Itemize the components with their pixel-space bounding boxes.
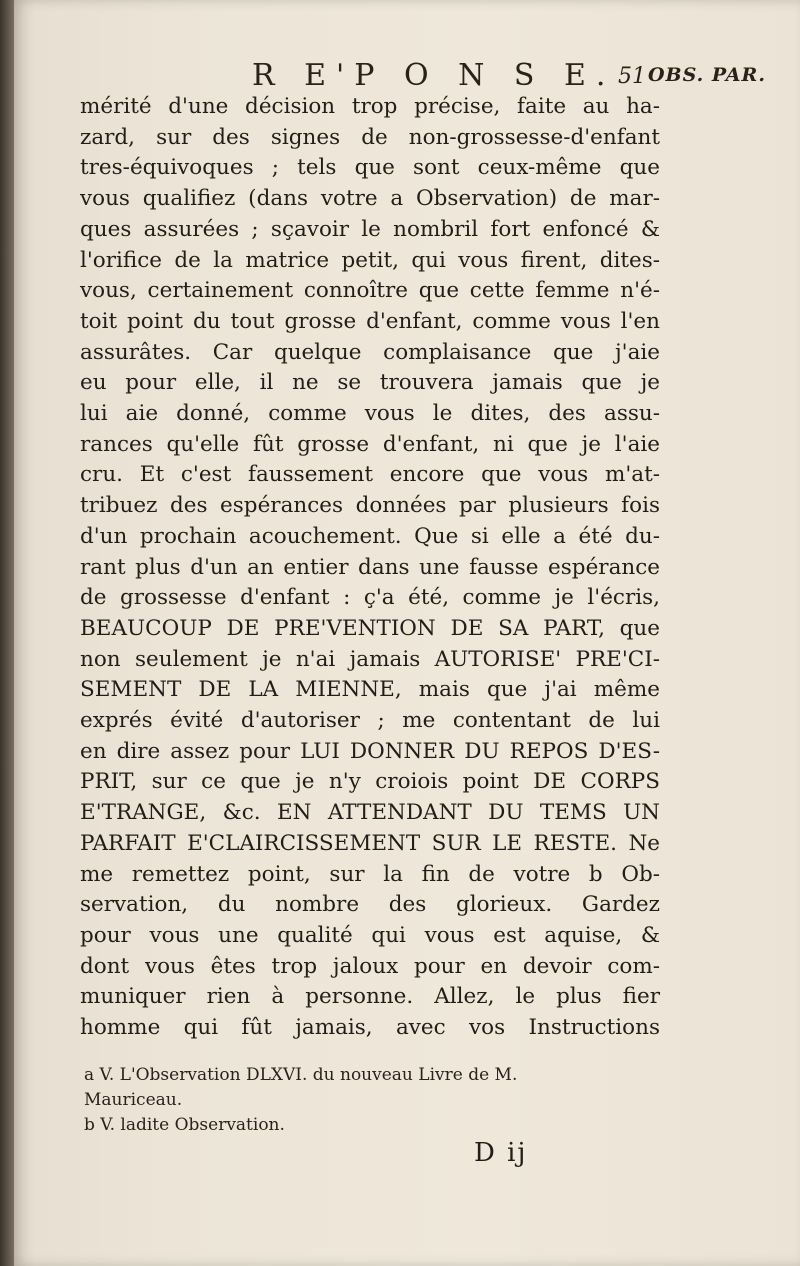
- book-page: [12, 0, 800, 1266]
- text-line: l'orifice de la matrice petit, qui vous firent, dites-: [80, 247, 660, 273]
- page-gutter: [0, 0, 14, 1266]
- text-line: assurâtes. Car quelque complaisance que j'aie: [80, 339, 660, 365]
- text-line: de grossesse d'enfant : ç'a été, comme je l'écris,: [80, 585, 660, 611]
- footnote-a: a V. L'Observation DLXVI. du nouveau Livre de M.: [84, 1065, 518, 1085]
- text-line: servation, du nombre des glorieux. Gardez: [80, 892, 660, 918]
- text-line: cru. Et c'est faussement encore que vous m'at-: [80, 462, 660, 488]
- text-line: E'TRANGE, &c. EN ATTENDANT DU TEMS UN: [80, 800, 660, 826]
- text-line: zard, sur des signes de non-grossesse-d'enfant: [80, 124, 660, 150]
- text-line: dont vous êtes trop jaloux pour en devoir com-: [80, 953, 660, 979]
- text-line: rances qu'elle fût grosse d'enfant, ni que je l'aie: [80, 431, 660, 457]
- footnote-b: b V. ladite Observation.: [84, 1115, 285, 1135]
- running-title: R E'P O N S E.: [252, 58, 616, 93]
- text-line: lui aie donné, comme vous le dites, des assu-: [80, 401, 660, 427]
- text-line: pour vous une qualité qui vous est aquise, &: [80, 922, 660, 948]
- text-line: rant plus d'un an entier dans une fausse espérance: [80, 554, 660, 580]
- page-number: 51: [618, 64, 646, 89]
- text-line: ques assurées ; sçavoir le nombril fort enfoncé &: [80, 216, 660, 242]
- text-line: eu pour elle, il ne se trouvera jamais que je: [80, 370, 660, 396]
- text-line: d'un prochain acouchement. Que si elle a été du-: [80, 523, 660, 549]
- text-line: BEAUCOUP DE PRE'VENTION DE SA PART, que: [80, 615, 660, 641]
- text-line: en dire assez pour LUI DONNER DU REPOS D'ES-: [80, 738, 660, 764]
- text-line: homme qui fût jamais, avec vos Instructions: [80, 1015, 660, 1041]
- text-line: SEMENT DE LA MIENNE, mais que j'ai même: [80, 677, 660, 703]
- text-line: PRIT, sur ce que je n'y croiois point DE CORPS: [80, 769, 660, 795]
- text-line: me remettez point, sur la fin de votre b Ob-: [80, 861, 660, 887]
- text-line: exprés évité d'autoriser ; me contentant de lui: [80, 708, 660, 734]
- text-line: tres-équivoques ; tels que sont ceux-même que: [80, 155, 660, 181]
- margin-note: OBS. PAR.: [648, 64, 766, 86]
- text-line: vous, certainement connoître que cette femme n'é-: [80, 278, 660, 304]
- text-line: mérité d'une décision trop précise, faite au ha-: [80, 94, 660, 119]
- text-line: toit point du tout grosse d'enfant, comme vous l'en: [80, 308, 660, 334]
- text-line: tribuez des espérances données par plusieurs fois: [80, 493, 660, 519]
- body-text: [80, 92, 660, 1044]
- text-line: vous qualifiez (dans votre a Observation) de mar-: [80, 186, 660, 212]
- signature-mark: D ij: [474, 1138, 528, 1168]
- footnotes: [84, 1063, 664, 1138]
- footnote-a-continued: Mauriceau.: [84, 1090, 183, 1110]
- text-line: muniquer rien à personne. Allez, le plus fier: [80, 984, 660, 1010]
- text-line: PARFAIT E'CLAIRCISSEMENT SUR LE RESTE. Ne: [80, 830, 660, 856]
- text-line: non seulement je n'ai jamais AUTORISE' PRE'CI-: [80, 646, 660, 672]
